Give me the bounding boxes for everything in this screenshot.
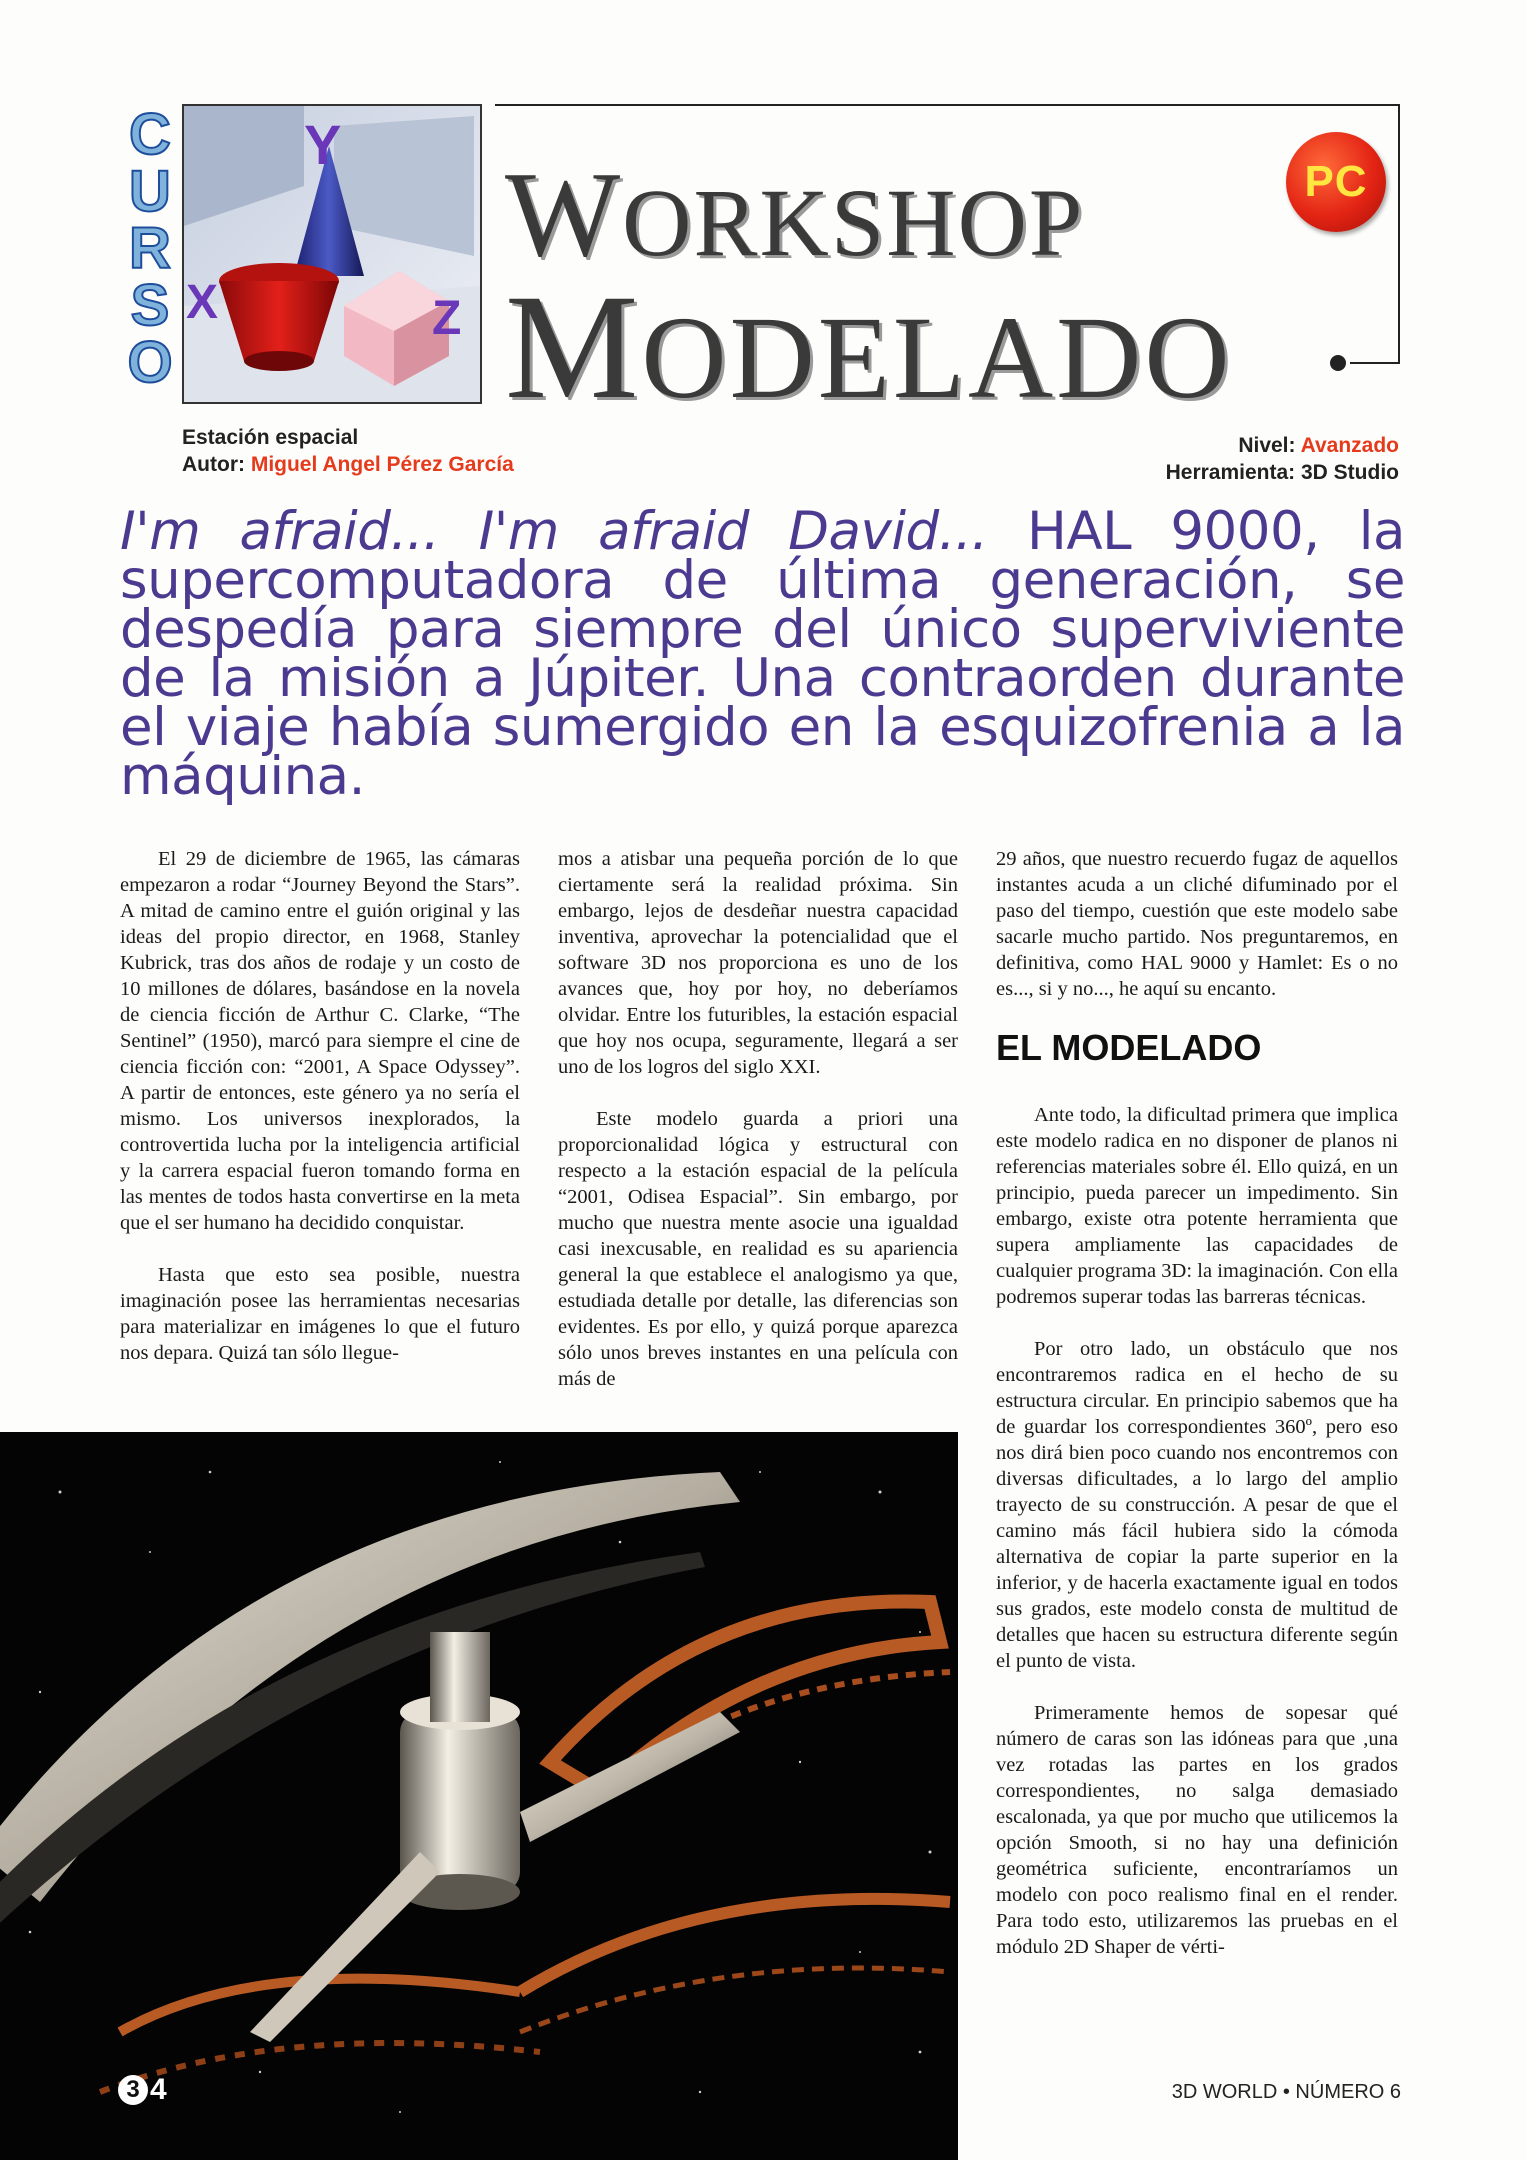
curso-vertical-label: [120, 102, 180, 406]
title-workshop-initial: W: [505, 147, 623, 282]
author-name: Miguel Angel Pérez García: [250, 453, 514, 476]
axis-x-label: X: [186, 276, 219, 329]
page-number: [118, 2073, 167, 2107]
paragraph: Hasta que esto sea posible, nuestra imaginación posee las herramientas necesarias para materializar en imágenes lo que el futuro nos depara. Quizá tan sólo llegue-: [120, 1264, 520, 1364]
axis-z-label: Z: [432, 292, 462, 345]
title-modelado-initial: M: [505, 264, 642, 430]
level-value: Avanzado: [1300, 434, 1399, 457]
curso-letter: R: [129, 216, 171, 281]
platform-badge: [1286, 132, 1386, 232]
title-workshop-rest: ORKSHOP: [622, 169, 1085, 276]
tool-value: 3D Studio: [1301, 461, 1399, 484]
title-modelado-rest: ODELADO: [641, 292, 1233, 423]
author-label: Autor:: [182, 453, 245, 476]
paragraph: Ante todo, la dificultad primera que implica este modelo radica en no disponer de planos ni referencias materiales sobre él. Ello quizá, en un principio, pueda parecer un impedimento. Sin embargo, existe otra potente herramienta que supera ampliamente las capacidades de cualquier programa 3D: la imaginación. Con ella podremos superar todas las barreras técnicas.: [996, 1104, 1398, 1308]
article-meta-left: [182, 424, 514, 478]
paragraph: 29 años, que nuestro recuerdo fugaz de aquellos instantes acuda a un cliché difuminado por el paso del tiempo, cuestión que este modelo sabe sacarle mucho partido. Nos preguntaremos, en definitiva, como HAL 9000 y Hamlet: Es o no es..., si y no..., he aquí su encanto.: [996, 848, 1398, 1000]
body-column-2: [558, 846, 958, 1418]
title-modelado: [505, 264, 1233, 433]
curso-letter: O: [127, 330, 173, 395]
curso-letter: U: [129, 159, 171, 224]
header-rule-end: [1350, 362, 1400, 364]
header-rule-right: [1398, 104, 1400, 362]
paragraph: Este modelo guarda a priori una proporcionalidad lógica y estructural con respecto a la estación espacial de la película “2001, Odisea Espacial”. Sin embargo, por mucho que nuestra mente asocie una igualdad casi inexcusable, en realidad es su apariencia general la que establece el analogismo ya que, estudiada detalle por detalle, las diferencias son evidentes. Es por ello, y quizá porque aparezca sólo unos breves instantes en una película con más de: [558, 1108, 958, 1390]
article-meta-right: [1166, 432, 1399, 486]
curso-letter: C: [129, 102, 171, 167]
article-subject: Estación espacial: [182, 426, 359, 449]
level-label: Nivel:: [1238, 434, 1296, 457]
curso-letter: S: [130, 273, 170, 338]
paragraph: mos a atisbar una pequeña porción de lo que ciertamente será la realidad próxima. Sin embargo, lejos de desdeñar nuestra capacidad inventiva, aprovechar la potencialidad que el software 3D nos proporciona es uno de los avances que, hoy por hoy, no deberíamos olvidar. Entre los futuribles, la estación espacial que hoy nos ocupa, seguramente, llegará a ser uno de los logros del siglo XXI.: [558, 848, 958, 1078]
article-tool: [1166, 459, 1399, 486]
article-level: [1166, 432, 1399, 459]
paragraph: El 29 de diciembre de 1965, las cámaras empezaron a rodar “Journey Beyond the Stars”. A mitad de camino entre el guión original y las ideas del propio director, en 1968, Stanley Kubrick, tras dos años de rodaje y un costo de 10 millones de dólares, basándose en la novela de ciencia ficción de Arthur C. Clarke, “The Sentinel” (1950), marcó para siempre el cine de ciencia ficción con: “2001, A Space Odyssey”. A partir de entonces, este género ya no sería el mismo. Los universos inexplorados, la controvertida lucha por la inteligencia artificial y la carrera espacial fueron tomando forma en las mentes de todos hasta convertirse en la meta que el ser humano ha decidido conquistar.: [120, 848, 520, 1234]
space-station-illustration: [0, 1432, 958, 2160]
section-heading: EL MODELADO: [996, 1027, 1262, 1068]
axis-y-label: Y: [304, 113, 342, 176]
page-number-circled-digit: 3: [118, 2075, 148, 2105]
paragraph: Por otro lado, un obstáculo que nos encontraremos radica en el hecho de su estructura circular. En principio sabemos que ha de guardar los correspondientes 360º, pero eso nos dirá bien poco cuando nos encontremos con diversas dificultades, a lo largo del amplio trayecto de su construcción. A pesar de que el camino más fácil hubiera sido la cómoda alternativa de copiar la parte superior en la inferior, y de hacerla exactamente igual en todos sus grados, este modelo consta de multitud de detalles que hacen su estructura diferente según el punto de vista.: [996, 1338, 1398, 1672]
header-3d-illustration: [182, 104, 482, 404]
tool-label: Herramienta:: [1165, 461, 1296, 484]
body-column-3: [996, 846, 1398, 1986]
primitives-illustration: [184, 106, 480, 402]
intro-text: HAL 9000, la supercomputadora de última generación, se despedía para siempre del único superviviente de la misión a Júpiter. Una contraorden durante el viaje había sumergido en la esquizofrenia a la máquina.: [120, 501, 1405, 807]
page-number-digit: 4: [150, 2073, 167, 2106]
paragraph: Primeramente hemos de sopesar qué número de caras son las idóneas para que ,una vez rotadas las partes en los grados correspondientes, no salga demasiado escalonada, ya que por mucho que utilicemos la opción Smooth, si no hay una definición geométrica suficiente, encontraríamos un modelo con poco realismo final en el render. Para todo esto, utilizaremos las pruebas en el módulo 2D Shaper de vérti-: [996, 1702, 1398, 1958]
space-station-render: [0, 1432, 958, 2160]
article-author: [182, 451, 514, 478]
intro-lead: [120, 501, 1405, 807]
header-rule-dot: [1330, 355, 1346, 371]
header-rule-top: [495, 104, 1400, 106]
body-column-1: [120, 846, 520, 1392]
platform-badge-label: PC: [1304, 157, 1368, 206]
intro-quote: I'm afraid... I'm afraid David...: [120, 501, 988, 562]
magazine-footer: 3D WORLD • NÚMERO 6: [1171, 2081, 1401, 2103]
